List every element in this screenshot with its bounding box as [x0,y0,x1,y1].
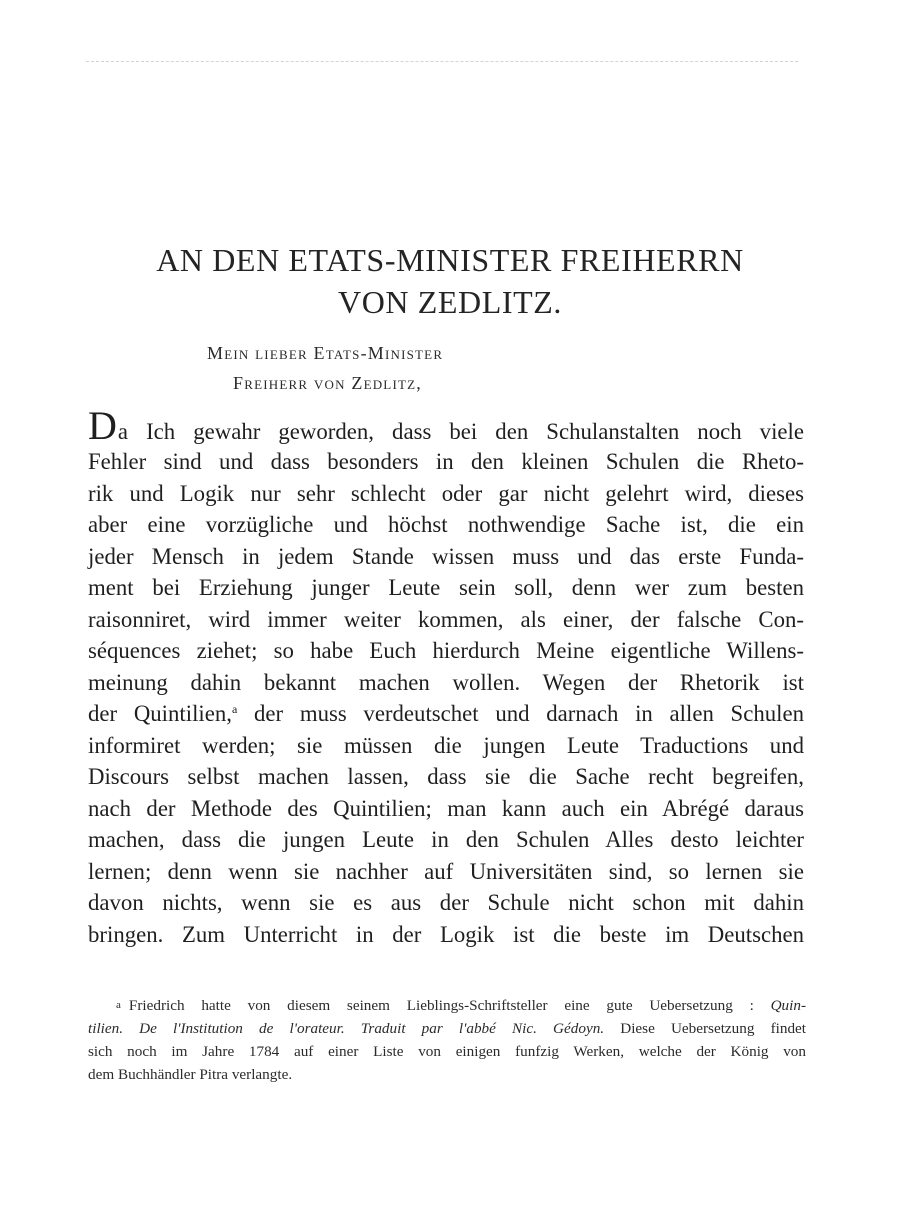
body-line: aber eine vorzügliche und höchst nothwendige Sache ist, die ein [88,512,804,537]
footnote [88,994,807,1086]
body-line: der Quintilien,$^a$ der muss verdeutschet und darnach in allen Schulen [88,701,804,726]
letter-title-line-1: AN DEN ETATS-MINISTER FREIHERRN [156,242,744,278]
body-line: séquences ziehet; so habe Euch hierdurch Meine eigentliche Willens- [88,638,804,663]
body-line: Fehler sind und dass besonders in den kleinen Schulen die Rheto- [88,449,804,474]
letter-body [88,403,804,950]
body-line: meinung dahin bekannt machen wollen. Wegen der Rhetorik ist [88,669,804,695]
body-line: bringen. Zum Unterricht in der Logik ist die beste im Deutschen [88,921,804,947]
body-line: raisonniret, wird immer weiter kommen, als einer, der falsche Con- [88,606,804,632]
footnote-line: sich noch im Jahre 1784 auf einer Liste von einigen funfzig Werken, welche der König von [88,1043,806,1060]
body-line: rik und Logik nur sehr schlecht oder gar nicht gelehrt wird, dieses [88,480,804,506]
body-line: nach der Methode des Quintilien; man kann auch ein Abrégé daraus [88,795,804,821]
top-rule [86,61,798,62]
footnote-line: tilien. De l'Institution de l'orateur. Traduit par l'abbé Nic. Gédoyn. Diese Uebersetzung findet [88,1020,807,1037]
body-line: davon nichts, wenn sie es aus der Schule nicht schon mit dahin [88,890,804,915]
body-line: jeder Mensch in jedem Stande wissen muss und das erste Funda- [88,543,804,569]
letter-title-line-2: VON ZEDLITZ. [337,284,563,320]
body-line: lernen; denn wenn sie nachher auf Universitäten sind, so lernen sie [88,858,804,884]
salutation-line-1: Mein lieber Etats-Minister [207,343,444,363]
footnote-reference: a [231,702,238,716]
footnote-line: dem Buchhändler Pitra verlangte. [88,1066,293,1083]
salutation-line-2: Freiherr von Zedlitz, [233,373,422,393]
footnote-line: a Friedrich hatte von diesem seinem Lieblings-Schriftsteller eine gute Uebersetzung : Quin- [116,997,807,1014]
body-line: Discours selbst machen lassen, dass sie die Sache recht begreifen, [88,764,804,789]
drop-cap: D [88,403,117,448]
footnote-marker: a [116,999,121,1011]
body-line: Da Ich gewahr geworden, dass bei den Schulanstalten noch viele [88,403,804,448]
body-line: informiret werden; sie müssen die jungen Leute Traductions und [88,732,804,758]
body-line: ment bei Erziehung junger Leute sein soll, denn wer zum besten [88,575,804,600]
body-line: machen, dass die jungen Leute in den Schulen Alles desto leichter [88,827,804,852]
